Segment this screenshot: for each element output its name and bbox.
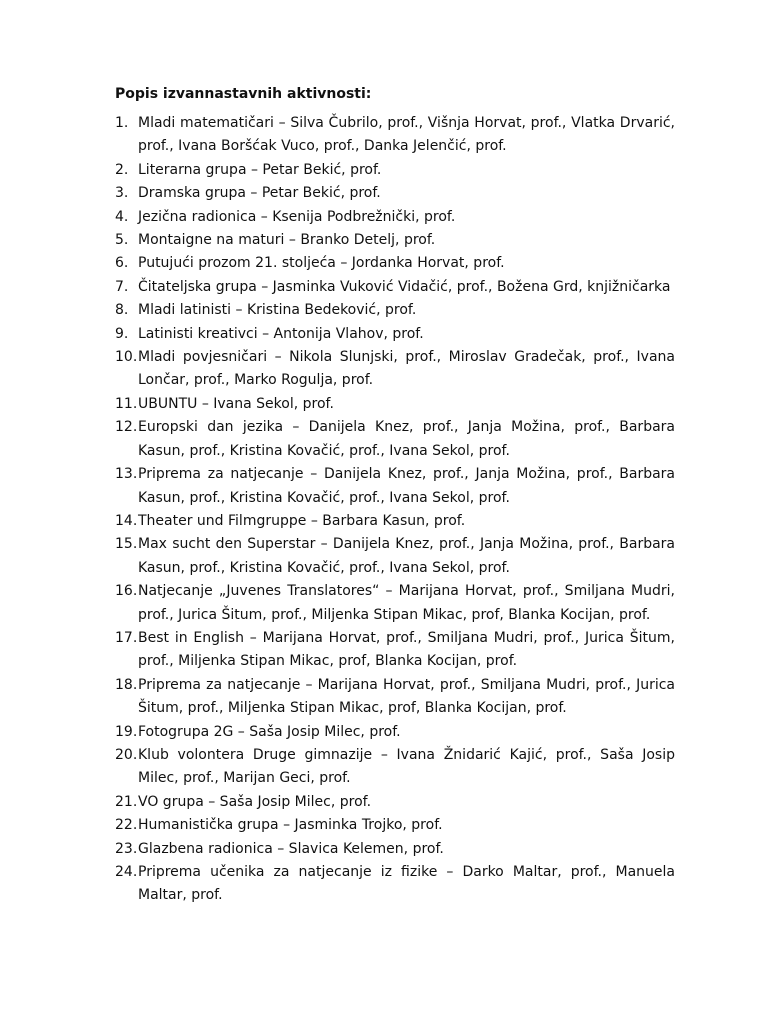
list-item-number: 11.	[115, 395, 138, 412]
list-item-number: 9.	[115, 325, 129, 342]
list-item-number: 4.	[115, 208, 129, 225]
list-item	[115, 346, 675, 393]
list-item	[115, 838, 675, 861]
list-item-text: Priprema za natjecanje – Marijana Horvat, prof., Smiljana Mudri, prof., Jurica Šitum, prof., Miljenka Stipan Mikac, prof, Blanka Kocijan, prof.	[138, 676, 675, 717]
list-item-text: VO grupa – Saša Josip Milec, prof.	[138, 793, 372, 810]
list-item-text: Priprema za natjecanje – Danijela Knez, prof., Janja Možina, prof., Barbara Kasun, prof., Kristina Kovačić, prof., Ivana Sekol, prof.	[138, 466, 675, 506]
list-item-number: 3.	[115, 185, 129, 202]
list-item-text: Klub volontera Druge gimnazije – Ivana Žnidarić Kajić, prof., Saša Josip Milec, prof., Marijan Geci, prof.	[138, 746, 675, 787]
list-item-number: 19.	[115, 723, 138, 740]
list-item-text: UBUNTU – Ivana Sekol, prof.	[138, 395, 334, 412]
list-item-text: Theater und Filmgruppe – Barbara Kasun, prof.	[138, 512, 466, 529]
list-item-text: Max sucht den Superstar – Danijela Knez, prof., Janja Možina, prof., Barbara Kasun, prof., Kristina Kovačić, prof., Ivana Sekol, prof.	[138, 536, 675, 576]
list-item-number: 14.	[115, 512, 138, 529]
list-item	[115, 627, 675, 674]
list-item-number: 20.	[115, 746, 138, 763]
list-item-number: 23.	[115, 840, 138, 857]
list-item-text: Glazbena radionica – Slavica Kelemen, prof.	[138, 840, 444, 857]
list-item-number: 22.	[115, 817, 138, 834]
list-item-text: Humanistička grupa – Jasminka Trojko, prof.	[138, 817, 443, 834]
list-item	[115, 580, 675, 627]
list-item	[115, 112, 675, 159]
list-item-number: 12.	[115, 419, 138, 436]
list-item-text: Mladi povjesničari – Nikola Slunjski, prof., Miroslav Gradečak, prof., Ivana Lončar, prof., Marko Rogulja, prof.	[138, 349, 675, 389]
list-item-text: Montaigne na maturi – Branko Detelj, prof.	[138, 232, 436, 249]
list-item	[115, 861, 675, 908]
list-item-text: Putujući prozom 21. stoljeća – Jordanka Horvat, prof.	[138, 255, 505, 272]
list-item-text: Jezična radionica – Ksenija Podbrežnički, prof.	[138, 208, 456, 225]
list-item-number: 6.	[115, 255, 129, 272]
list-item-number: 5.	[115, 232, 129, 249]
list-item-number: 7.	[115, 278, 129, 295]
list-item-text: Europski dan jezika – Danijela Knez, prof., Janja Možina, prof., Barbara Kasun, prof., Kristina Kovačić, prof., Ivana Sekol, prof.	[138, 419, 675, 459]
list-item-text: Latinisti kreativci – Antonija Vlahov, prof.	[138, 325, 424, 342]
list-item-text: Mladi latinisti – Kristina Bedeković, prof.	[138, 302, 417, 319]
list-item-text: Literarna grupa – Petar Bekić, prof.	[138, 161, 382, 178]
list-item-text: Natjecanje „Juvenes Translatores“ – Marijana Horvat, prof., Smiljana Mudri, prof., Jurica Šitum, prof., Miljenka Stipan Mikac, prof, Blanka Kocijan, prof.	[138, 583, 675, 623]
list-item-number: 2.	[115, 161, 129, 178]
list-item	[115, 159, 675, 182]
list-item-text: Priprema učenika za natjecanje iz fizike – Darko Maltar, prof., Manuela Maltar, prof.	[138, 864, 675, 904]
list-item-number: 13.	[115, 466, 138, 483]
document-title: Popis izvannastavnih aktivnosti:	[115, 86, 372, 102]
list-item	[115, 416, 675, 463]
list-item-text: Čitateljska grupa – Jasminka Vuković Vidačić, prof., Božena Grd, knjižničarka	[138, 278, 671, 295]
list-item	[115, 510, 675, 533]
list-item	[115, 323, 675, 346]
list-item	[115, 533, 675, 580]
list-item-text: Mladi matematičari – Silva Čubrilo, prof., Višnja Horvat, prof., Vlatka Drvarić, prof., Ivana Boršćak Vuco, prof., Danka Jelenčić, prof.	[138, 115, 675, 155]
list-item-number: 24.	[115, 864, 138, 880]
list-item-number: 15.	[115, 536, 138, 553]
list-item	[115, 299, 675, 322]
list-item	[115, 791, 675, 814]
list-item	[115, 182, 675, 205]
list-item	[115, 206, 675, 229]
list-item-number: 1.	[115, 115, 129, 131]
list-item-number: 21.	[115, 793, 138, 810]
list-item	[115, 744, 675, 791]
list-item-text: Best in English – Marijana Horvat, prof., Smiljana Mudri, prof., Jurica Šitum, prof., Miljenka Stipan Mikac, prof, Blanka Kocijan, prof.	[138, 629, 675, 670]
list-item-number: 16.	[115, 583, 138, 600]
list-item	[115, 721, 675, 744]
activity-list	[115, 112, 675, 908]
list-item	[115, 229, 675, 252]
list-item	[115, 252, 675, 275]
list-item-number: 8.	[115, 302, 129, 319]
list-item-text: Fotogrupa 2G – Saša Josip Milec, prof.	[138, 723, 401, 740]
list-item-number: 10.	[115, 349, 138, 366]
list-item	[115, 674, 675, 721]
list-item	[115, 393, 675, 416]
list-item-number: 17.	[115, 629, 138, 646]
list-item	[115, 814, 675, 837]
list-item-number: 18.	[115, 676, 138, 693]
list-item	[115, 463, 675, 510]
list-item-text: Dramska grupa – Petar Bekić, prof.	[138, 185, 381, 202]
list-item	[115, 276, 675, 299]
